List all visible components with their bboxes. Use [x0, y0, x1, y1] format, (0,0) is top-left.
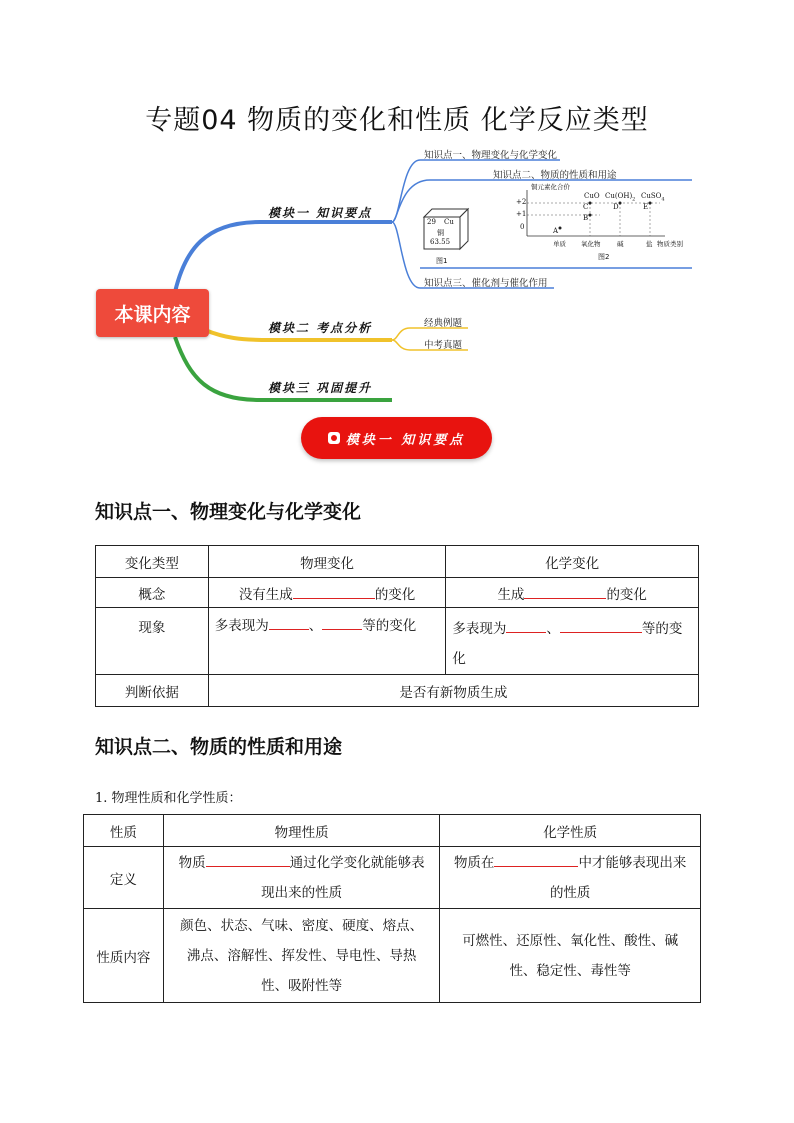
leaf-knowledge-2: 知识点二、物质的性质和用途: [493, 170, 617, 181]
fill-blank[interactable]: [494, 852, 578, 867]
fill-blank[interactable]: [560, 618, 642, 633]
mindmap-lines: [0, 0, 794, 470]
formula-cuoh2: $Cu(OH)_2$: [605, 192, 636, 203]
mindmap-center: 本课内容: [96, 289, 209, 337]
label-phenomenon: 现象: [96, 608, 209, 675]
table-row: [96, 675, 699, 707]
cell-phys-phenomenon: 多表现为 、 等的变化: [208, 608, 446, 675]
point-label-b: B: [583, 214, 589, 222]
branch1-line: [175, 222, 392, 292]
element-name: 铜: [437, 229, 444, 237]
table-row: [84, 815, 701, 847]
header-chemical: 化学变化: [446, 546, 699, 578]
module1-button-label: 模块一 知识要点: [345, 432, 466, 448]
cell-chem-concept: 生成 的变化: [446, 578, 699, 608]
x-tick-element: 单质: [553, 240, 566, 248]
section2-subheading: 1. 物理性质和化学性质：: [95, 791, 242, 806]
formula-cuo: CuO: [584, 192, 600, 200]
cell-judgement-value: 是否有新物质生成: [208, 675, 698, 707]
section1-heading: 知识点一、物理变化与化学变化: [95, 501, 362, 523]
leaf-classic-examples: 经典例题: [424, 318, 463, 329]
fill-blank[interactable]: [506, 618, 546, 633]
element-symbol: Cu: [444, 218, 454, 226]
fill-blank[interactable]: [322, 615, 362, 630]
point-b: [589, 214, 592, 217]
book-icon: [328, 432, 340, 444]
chart-ylabel: 铜元素化合价: [531, 183, 570, 191]
label-concept: 概念: [96, 578, 209, 608]
branch-label-module3: 模块三 巩固提升: [268, 381, 373, 395]
section2-heading: 知识点二、物质的性质和用途: [95, 736, 343, 758]
table-row: [84, 847, 701, 909]
point-a: [559, 227, 562, 230]
figure-2-caption: 图2: [598, 253, 610, 261]
label-property-content: 性质内容: [84, 909, 164, 1003]
formula-cuso4: CuSO$_4$: [641, 192, 665, 203]
label-judgement: 判断依据: [96, 675, 209, 707]
label-definition: 定义: [84, 847, 164, 909]
fill-blank[interactable]: [524, 584, 606, 599]
chart-xlabel: 物质类别: [657, 240, 683, 248]
module1-button[interactable]: [301, 417, 492, 459]
point-label-d: D: [613, 203, 619, 211]
cell-phys-concept: 没有生成 的变化: [208, 578, 446, 608]
header-physical-property: 物理性质: [163, 815, 440, 847]
y-tick-zero: 0: [520, 223, 525, 231]
figure-1-caption: 图1: [436, 257, 448, 265]
point-c: [589, 202, 592, 205]
x-tick-base: 碱: [617, 240, 624, 248]
leaf-knowledge-1: 知识点一、物理变化与化学变化: [424, 150, 558, 161]
point-label-e: E: [643, 203, 649, 211]
fill-blank[interactable]: [293, 584, 375, 599]
page-title: 专题04 物质的变化和性质 化学反应类型: [145, 105, 649, 136]
element-mass: 63.55: [430, 238, 451, 246]
cell-chem-content: 可燃性、还原性、氧化性、酸性、碱 性、稳定性、毒性等: [440, 909, 701, 1003]
y-tick-plus1: +1: [516, 210, 527, 218]
table-row: [96, 546, 699, 578]
header-property: 性质: [84, 815, 164, 847]
cell-chem-definition: 物质在 中才能够表现出来 的性质: [440, 847, 701, 909]
cell-phys-definition: 物质 通过化学变化就能够表 现出来的性质: [163, 847, 440, 909]
cell-chem-phenomenon: 多表现为 、 等的变 化: [446, 608, 699, 675]
fill-blank[interactable]: [269, 615, 309, 630]
table-row: [96, 578, 699, 608]
property-table: [83, 814, 701, 1003]
x-tick-salt: 盐: [646, 240, 653, 248]
leaf-exam-questions: 中考真题: [424, 340, 463, 351]
point-label-a: A: [553, 227, 559, 235]
cell-phys-content: 颜色、状态、气味、密度、硬度、熔点、 沸点、溶解性、挥发性、导电性、导热 性、吸附性等: [163, 909, 440, 1003]
leaf-knowledge-3: 知识点三、催化剂与催化作用: [424, 278, 548, 289]
branch-label-module1: 模块一 知识要点: [268, 206, 373, 220]
header-change-type: 变化类型: [96, 546, 209, 578]
header-chemical-property: 化学性质: [440, 815, 701, 847]
element-number: 29: [427, 218, 436, 226]
branch-label-module2: 模块二 考点分析: [268, 321, 373, 335]
x-tick-oxide: 氧化物: [581, 240, 601, 248]
fill-blank[interactable]: [206, 852, 290, 867]
table-row: [96, 608, 699, 675]
y-tick-plus2: +2: [516, 198, 527, 206]
header-physical: 物理变化: [208, 546, 446, 578]
point-label-c: C: [583, 203, 589, 211]
change-table: [95, 545, 699, 707]
table-row: [84, 909, 701, 1003]
